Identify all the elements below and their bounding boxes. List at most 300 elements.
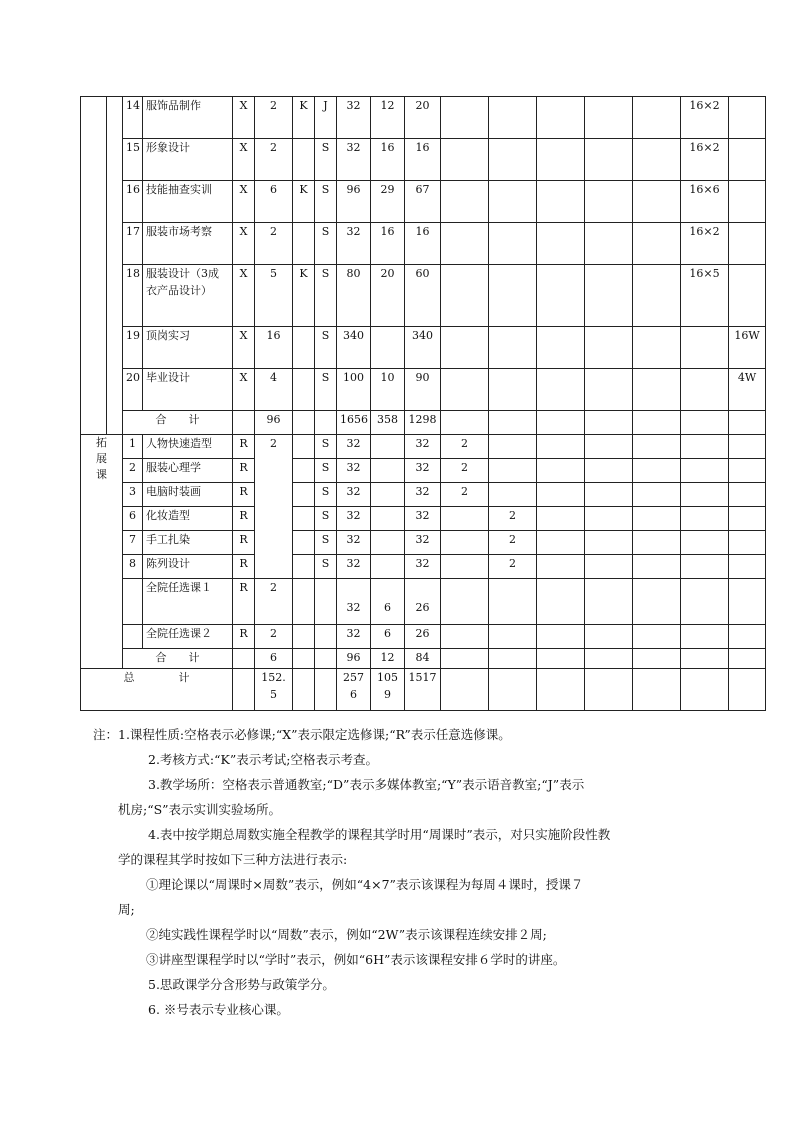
semester-4-cell bbox=[585, 369, 633, 411]
semester-5-cell bbox=[633, 579, 681, 625]
total-hours: 32 bbox=[337, 97, 371, 139]
subtotal-theory-hours: 12 bbox=[371, 649, 405, 669]
theory-hours bbox=[371, 555, 405, 579]
course-name: 全院任选课１ bbox=[143, 579, 233, 625]
course-number bbox=[123, 265, 143, 327]
total-hours: 96 bbox=[337, 181, 371, 223]
theory-hours: 10 bbox=[371, 369, 405, 411]
semester-3-cell bbox=[537, 369, 585, 411]
note-5a: ①理论课以“周课时×周数”表示，例如“4×7”表示该课程为每周４课时，授课７ bbox=[146, 877, 584, 892]
note-3a: 3.教学场所：空格表示普通教室;“D”表示多媒体教室;“Y”表示语音教室;“J”表示 bbox=[148, 777, 585, 792]
course-name: 毕业设计 bbox=[143, 369, 233, 411]
semester-4-cell bbox=[585, 669, 633, 711]
semester-2-cell bbox=[489, 369, 537, 411]
course-name: 服装设计（3成衣产品设计） bbox=[143, 265, 233, 327]
table-row bbox=[81, 181, 766, 223]
subtotal-theory-hours: 358 bbox=[371, 411, 405, 435]
semester-6-cell: 16×2 bbox=[681, 223, 729, 265]
theory-hours bbox=[371, 327, 405, 369]
semester-5-cell bbox=[633, 369, 681, 411]
semester-6-cell bbox=[681, 483, 729, 507]
semester-1-cell: 2 bbox=[441, 483, 489, 507]
semester-5-cell bbox=[633, 97, 681, 139]
semester-2-cell bbox=[489, 669, 537, 711]
empty-cell bbox=[293, 411, 315, 435]
empty-cell bbox=[233, 411, 255, 435]
course-type: R bbox=[233, 459, 255, 483]
empty-cell bbox=[293, 649, 315, 669]
note-5b: 周; bbox=[118, 902, 135, 917]
table-row bbox=[81, 507, 766, 531]
semester-4-cell bbox=[585, 459, 633, 483]
semester-4-cell bbox=[585, 411, 633, 435]
exam-type bbox=[293, 139, 315, 181]
exam-type bbox=[293, 459, 315, 483]
semester-1-cell bbox=[441, 579, 489, 625]
course-credit: 2 bbox=[255, 625, 293, 649]
course-type: X bbox=[233, 139, 255, 181]
semester-5-cell bbox=[633, 265, 681, 327]
semester-7-cell bbox=[729, 579, 766, 625]
total-hours: 32 bbox=[337, 507, 371, 531]
course-name: 手工扎染 bbox=[143, 531, 233, 555]
semester-6-cell bbox=[681, 435, 729, 459]
semester-1-cell bbox=[441, 369, 489, 411]
semester-6-cell bbox=[681, 507, 729, 531]
semester-4-cell bbox=[585, 97, 633, 139]
semester-7-cell bbox=[729, 265, 766, 327]
semester-5-cell bbox=[633, 649, 681, 669]
table-row bbox=[81, 265, 766, 327]
semester-6-cell bbox=[681, 411, 729, 435]
table-row bbox=[81, 555, 766, 579]
semester-3-cell bbox=[537, 139, 585, 181]
semester-4-cell bbox=[585, 579, 633, 625]
grand-total-credit: 152.5 bbox=[255, 669, 293, 711]
table-row bbox=[81, 459, 766, 483]
semester-1-cell bbox=[441, 649, 489, 669]
total-hours: 32 bbox=[337, 139, 371, 181]
total-hours: 32 bbox=[337, 531, 371, 555]
semester-4-cell bbox=[585, 483, 633, 507]
notes-section bbox=[93, 722, 716, 1022]
extension-group-label-text: 拓展课 bbox=[96, 436, 107, 481]
table-row bbox=[81, 625, 766, 649]
teaching-place: S bbox=[315, 531, 337, 555]
practice-hours: 32 bbox=[405, 531, 441, 555]
grand-total-practice-hours: 1517 bbox=[405, 669, 441, 711]
theory-hours: 6 bbox=[371, 625, 405, 649]
semester-2-cell: 2 bbox=[489, 507, 537, 531]
semester-1-cell bbox=[441, 531, 489, 555]
semester-3-cell bbox=[537, 649, 585, 669]
course-schedule-table bbox=[80, 96, 766, 711]
theory-hours: 6 bbox=[371, 579, 405, 625]
note-9: 6. ※号表示专业核心课。 bbox=[148, 1002, 289, 1017]
semester-5-cell bbox=[633, 223, 681, 265]
empty-cell bbox=[233, 669, 255, 711]
course-type: X bbox=[233, 265, 255, 327]
course-number: 8 bbox=[123, 555, 143, 579]
semester-2-cell bbox=[489, 265, 537, 327]
course-number bbox=[123, 97, 143, 139]
course-number: 1 bbox=[123, 435, 143, 459]
empty-cell bbox=[315, 649, 337, 669]
semester-1-cell bbox=[441, 265, 489, 327]
teaching-place: S bbox=[315, 483, 337, 507]
theory-hours bbox=[371, 459, 405, 483]
practice-hours: 32 bbox=[405, 555, 441, 579]
course-name: 顶岗实习 bbox=[143, 327, 233, 369]
semester-7-cell bbox=[729, 669, 766, 711]
semester-5-cell bbox=[633, 555, 681, 579]
subtotal-credit: 6 bbox=[255, 649, 293, 669]
total-hours: 32 bbox=[337, 435, 371, 459]
semester-3-cell bbox=[537, 483, 585, 507]
subtotal-practice-hours: 1298 bbox=[405, 411, 441, 435]
semester-2-cell: 2 bbox=[489, 555, 537, 579]
course-type: R bbox=[233, 625, 255, 649]
total-hours: 32 bbox=[337, 483, 371, 507]
course-type: X bbox=[233, 181, 255, 223]
semester-3-cell bbox=[537, 327, 585, 369]
theory-hours: 16 bbox=[371, 139, 405, 181]
course-number bbox=[123, 223, 143, 265]
teaching-place bbox=[315, 625, 337, 649]
semester-2-cell bbox=[489, 459, 537, 483]
table-row bbox=[81, 223, 766, 265]
semester-5-cell bbox=[633, 669, 681, 711]
theory-hours: 29 bbox=[371, 181, 405, 223]
exam-type bbox=[293, 507, 315, 531]
course-number-text: 14 bbox=[126, 99, 140, 112]
theory-hours bbox=[371, 531, 405, 555]
exam-type: K bbox=[293, 97, 315, 139]
teaching-place: S bbox=[315, 223, 337, 265]
theory-hours: 20 bbox=[371, 265, 405, 327]
exam-type: K bbox=[293, 181, 315, 223]
semester-6-cell bbox=[681, 649, 729, 669]
semester-5-cell bbox=[633, 435, 681, 459]
group-cell bbox=[81, 97, 107, 435]
practice-hours: 32 bbox=[405, 483, 441, 507]
semester-6-cell: 16×2 bbox=[681, 97, 729, 139]
subtotal-total-hours: 96 bbox=[337, 649, 371, 669]
semester-4-cell bbox=[585, 223, 633, 265]
exam-type bbox=[293, 625, 315, 649]
teaching-place: S bbox=[315, 459, 337, 483]
course-credit: 2 bbox=[255, 579, 293, 625]
semester-4-cell bbox=[585, 649, 633, 669]
semester-7-cell bbox=[729, 181, 766, 223]
table-row bbox=[81, 435, 766, 459]
semester-2-cell bbox=[489, 579, 537, 625]
note-8: 5.思政课学分含形势与政策学分。 bbox=[148, 977, 335, 992]
semester-3-cell bbox=[537, 579, 585, 625]
semester-3-cell bbox=[537, 531, 585, 555]
semester-2-cell bbox=[489, 625, 537, 649]
semester-6-cell bbox=[681, 327, 729, 369]
semester-4-cell bbox=[585, 507, 633, 531]
total-hours: 32 bbox=[337, 579, 371, 625]
course-number bbox=[123, 579, 143, 625]
semester-6-cell bbox=[681, 625, 729, 649]
empty-cell bbox=[315, 411, 337, 435]
semester-7-cell bbox=[729, 435, 766, 459]
total-hours: 32 bbox=[337, 555, 371, 579]
course-credit: 4 bbox=[255, 369, 293, 411]
exam-type bbox=[293, 223, 315, 265]
course-name: 形象设计 bbox=[143, 139, 233, 181]
semester-1-cell bbox=[441, 327, 489, 369]
course-number-text: 15 bbox=[126, 141, 140, 154]
course-number-text: 17 bbox=[126, 225, 140, 238]
practice-hours: 26 bbox=[405, 579, 441, 625]
semester-5-cell bbox=[633, 625, 681, 649]
semester-1-cell bbox=[441, 669, 489, 711]
practice-hours: 26 bbox=[405, 625, 441, 649]
course-number: 7 bbox=[123, 531, 143, 555]
course-name: 电脑时装画 bbox=[143, 483, 233, 507]
semester-2-cell bbox=[489, 327, 537, 369]
semester-7-cell bbox=[729, 97, 766, 139]
semester-3-cell bbox=[537, 459, 585, 483]
table-row bbox=[81, 669, 766, 711]
semester-4-cell bbox=[585, 181, 633, 223]
table-row bbox=[81, 327, 766, 369]
course-number bbox=[123, 327, 143, 369]
note-3b: 机房;“S”表示实训实验场所。 bbox=[118, 802, 282, 817]
total-hours: 32 bbox=[337, 223, 371, 265]
subtotal-label: 合 计 bbox=[123, 411, 233, 435]
subtotal-practice-hours: 84 bbox=[405, 649, 441, 669]
semester-6-cell: 16×5 bbox=[681, 265, 729, 327]
semester-2-cell bbox=[489, 139, 537, 181]
course-name: 人物快速造型 bbox=[143, 435, 233, 459]
course-name: 陈列设计 bbox=[143, 555, 233, 579]
semester-7-cell bbox=[729, 531, 766, 555]
semester-6-cell bbox=[681, 531, 729, 555]
course-credit: 6 bbox=[255, 181, 293, 223]
total-hours: 80 bbox=[337, 265, 371, 327]
course-number-text: 19 bbox=[126, 329, 140, 342]
semester-2-cell bbox=[489, 483, 537, 507]
course-type: R bbox=[233, 483, 255, 507]
course-type: R bbox=[233, 531, 255, 555]
semester-7-cell bbox=[729, 139, 766, 181]
semester-1-cell bbox=[441, 625, 489, 649]
semester-6-cell bbox=[681, 555, 729, 579]
course-number bbox=[123, 369, 143, 411]
note-2: 2.考核方式:“K”表示考试;空格表示考查。 bbox=[148, 752, 378, 767]
semester-7-cell bbox=[729, 507, 766, 531]
exam-type bbox=[293, 483, 315, 507]
semester-6-cell bbox=[681, 669, 729, 711]
semester-1-cell bbox=[441, 555, 489, 579]
teaching-place bbox=[315, 579, 337, 625]
semester-2-cell bbox=[489, 649, 537, 669]
semester-3-cell bbox=[537, 507, 585, 531]
practice-hours: 16 bbox=[405, 223, 441, 265]
semester-4-cell bbox=[585, 531, 633, 555]
course-number-text: 20 bbox=[126, 371, 140, 384]
practice-hours: 32 bbox=[405, 459, 441, 483]
practice-hours: 90 bbox=[405, 369, 441, 411]
semester-2-cell bbox=[489, 181, 537, 223]
teaching-place: S bbox=[315, 369, 337, 411]
empty-cell bbox=[293, 669, 315, 711]
semester-7-cell bbox=[729, 625, 766, 649]
exam-type bbox=[293, 435, 315, 459]
semester-4-cell bbox=[585, 625, 633, 649]
semester-7-cell bbox=[729, 555, 766, 579]
empty-cell bbox=[315, 669, 337, 711]
practice-hours: 60 bbox=[405, 265, 441, 327]
course-number bbox=[123, 181, 143, 223]
table-row bbox=[81, 649, 766, 669]
practice-hours: 67 bbox=[405, 181, 441, 223]
semester-1-cell: 2 bbox=[441, 435, 489, 459]
semester-3-cell bbox=[537, 97, 585, 139]
practice-hours: 16 bbox=[405, 139, 441, 181]
theory-hours: 16 bbox=[371, 223, 405, 265]
semester-5-cell bbox=[633, 327, 681, 369]
course-name: 全院任选课２ bbox=[143, 625, 233, 649]
note-1: 注：1.课程性质:空格表示必修课;“X”表示限定选修课;“R”表示任意选修课。 bbox=[93, 727, 511, 742]
teaching-place: S bbox=[315, 181, 337, 223]
semester-3-cell bbox=[537, 625, 585, 649]
subtotal-credit: 96 bbox=[255, 411, 293, 435]
exam-type bbox=[293, 327, 315, 369]
course-name: 服装心理学 bbox=[143, 459, 233, 483]
semester-4-cell bbox=[585, 327, 633, 369]
theory-hours: 12 bbox=[371, 97, 405, 139]
semester-3-cell bbox=[537, 223, 585, 265]
semester-5-cell bbox=[633, 411, 681, 435]
semester-1-cell bbox=[441, 181, 489, 223]
grand-total-theory-hours: 1059 bbox=[371, 669, 405, 711]
semester-5-cell bbox=[633, 483, 681, 507]
semester-4-cell bbox=[585, 139, 633, 181]
course-name: 服装市场考察 bbox=[143, 223, 233, 265]
semester-5-cell bbox=[633, 507, 681, 531]
semester-6-cell: 16×2 bbox=[681, 139, 729, 181]
semester-7-cell bbox=[729, 649, 766, 669]
course-credit: 2 bbox=[255, 97, 293, 139]
semester-2-cell bbox=[489, 411, 537, 435]
semester-3-cell bbox=[537, 669, 585, 711]
course-type: X bbox=[233, 97, 255, 139]
semester-5-cell bbox=[633, 531, 681, 555]
theory-hours bbox=[371, 507, 405, 531]
course-name: 技能抽查实训 bbox=[143, 181, 233, 223]
table-row bbox=[81, 369, 766, 411]
course-credit: 5 bbox=[255, 265, 293, 327]
subgroup-cell bbox=[107, 97, 123, 435]
note-6: ②纯实践性课程学时以“周数”表示，例如“2W”表示该课程连续安排２周; bbox=[146, 927, 547, 942]
semester-1-cell bbox=[441, 139, 489, 181]
semester-1-cell bbox=[441, 223, 489, 265]
semester-5-cell bbox=[633, 139, 681, 181]
teaching-place: S bbox=[315, 435, 337, 459]
course-type: R bbox=[233, 507, 255, 531]
theory-hours bbox=[371, 435, 405, 459]
semester-3-cell bbox=[537, 181, 585, 223]
semester-7-cell bbox=[729, 459, 766, 483]
theory-hours bbox=[371, 483, 405, 507]
semester-4-cell bbox=[585, 555, 633, 579]
extension-group-label bbox=[81, 435, 123, 669]
course-name: 化妆造型 bbox=[143, 507, 233, 531]
semester-4-cell bbox=[585, 265, 633, 327]
course-number-text: 18 bbox=[126, 267, 140, 280]
semester-5-cell bbox=[633, 181, 681, 223]
practice-hours: 20 bbox=[405, 97, 441, 139]
grand-total-label: 总 计 bbox=[81, 669, 233, 711]
semester-7-cell: 4W bbox=[729, 369, 766, 411]
course-credit: 2 bbox=[255, 223, 293, 265]
note-4b: 学的课程其学时按如下三种方法进行表示: bbox=[118, 852, 348, 867]
practice-hours: 32 bbox=[405, 435, 441, 459]
total-hours: 100 bbox=[337, 369, 371, 411]
semester-3-cell bbox=[537, 265, 585, 327]
course-type: X bbox=[233, 369, 255, 411]
grand-total-hours: 2576 bbox=[337, 669, 371, 711]
total-hours: 340 bbox=[337, 327, 371, 369]
exam-type bbox=[293, 579, 315, 625]
semester-4-cell bbox=[585, 435, 633, 459]
exam-type bbox=[293, 369, 315, 411]
exam-type: K bbox=[293, 265, 315, 327]
course-type: X bbox=[233, 327, 255, 369]
semester-2-cell bbox=[489, 223, 537, 265]
exam-type bbox=[293, 555, 315, 579]
teaching-place: S bbox=[315, 327, 337, 369]
semester-3-cell bbox=[537, 555, 585, 579]
semester-3-cell bbox=[537, 435, 585, 459]
teaching-place: S bbox=[315, 507, 337, 531]
semester-1-cell bbox=[441, 97, 489, 139]
course-number-text: 16 bbox=[126, 183, 140, 196]
table-row bbox=[81, 483, 766, 507]
table-row bbox=[81, 579, 766, 625]
semester-5-cell bbox=[633, 459, 681, 483]
subtotal-label: 合 计 bbox=[123, 649, 233, 669]
semester-6-cell: 16×6 bbox=[681, 181, 729, 223]
note-4a: 4.表中按学期总周数实施全程教学的课程其学时用“周课时”表示，对只实施阶段性教 bbox=[148, 827, 611, 842]
table-row bbox=[81, 97, 766, 139]
semester-1-cell: 2 bbox=[441, 459, 489, 483]
semester-2-cell bbox=[489, 97, 537, 139]
table-row bbox=[81, 411, 766, 435]
course-type: R bbox=[233, 579, 255, 625]
table-row bbox=[81, 531, 766, 555]
practice-hours: 340 bbox=[405, 327, 441, 369]
course-number: 2 bbox=[123, 459, 143, 483]
teaching-place: S bbox=[315, 139, 337, 181]
teaching-place: S bbox=[315, 555, 337, 579]
semester-7-cell bbox=[729, 483, 766, 507]
course-credit: 2 bbox=[255, 139, 293, 181]
teaching-place: S bbox=[315, 265, 337, 327]
course-type: R bbox=[233, 435, 255, 459]
practice-hours: 32 bbox=[405, 507, 441, 531]
semester-1-cell bbox=[441, 411, 489, 435]
total-hours: 32 bbox=[337, 459, 371, 483]
semester-6-cell bbox=[681, 579, 729, 625]
course-number bbox=[123, 139, 143, 181]
exam-type bbox=[293, 531, 315, 555]
